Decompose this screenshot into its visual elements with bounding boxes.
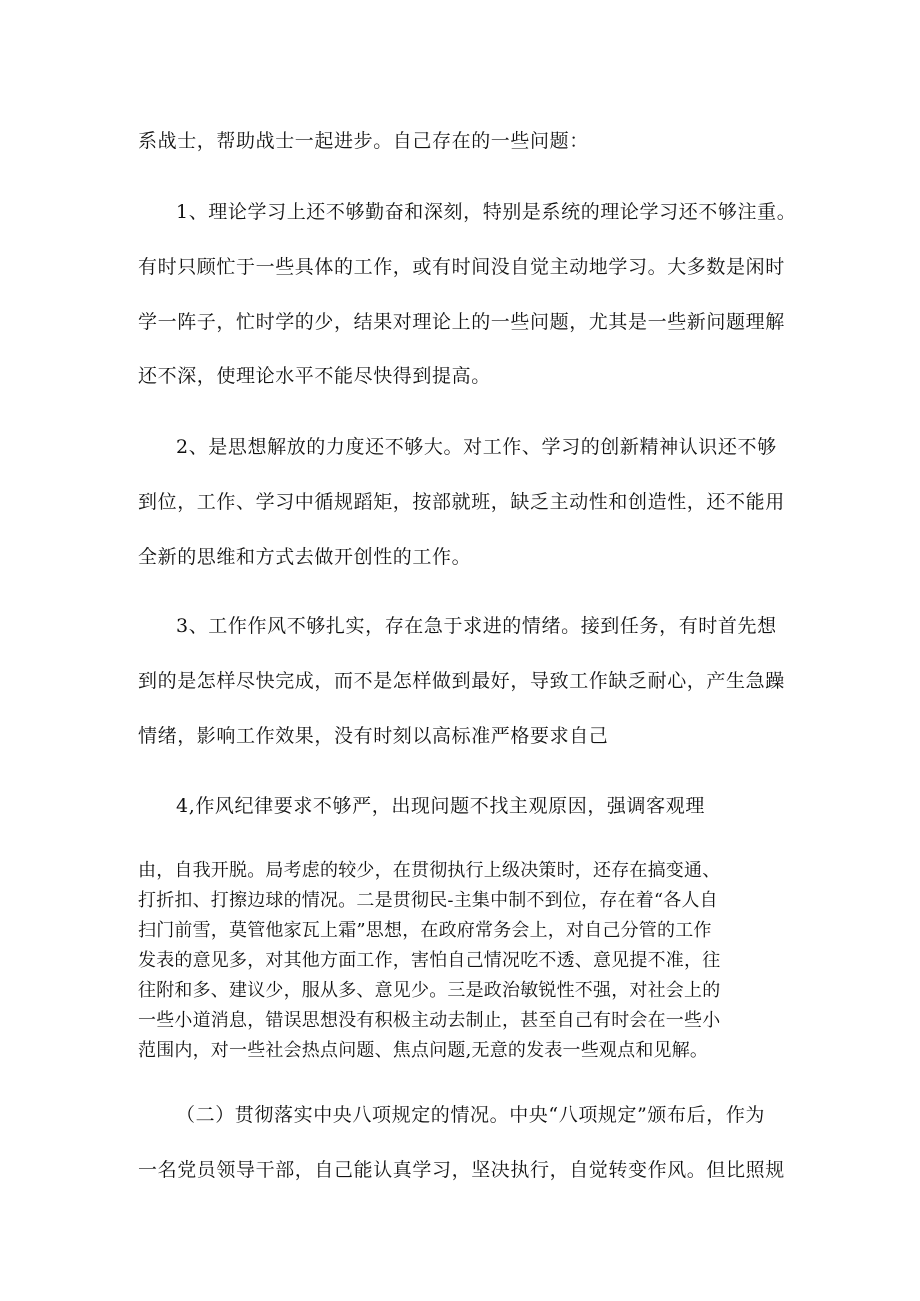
text-line: 还不深，使理论水平不能尽快得到提高。 — [138, 365, 491, 387]
text-line: 往附和多、建议少，服从多、意见少。三是政治敏锐性不强，对社会上的 — [138, 980, 721, 1001]
text-line: 扫门前雪，莫管他家瓦上霜”思想，在政府常务会上，对自己分管的工作 — [138, 920, 712, 941]
text-line: 打折扣、打擦边球的情况。二是贯彻民-主集中制不到位，存在着“各人自 — [138, 890, 718, 911]
text-line: 2、是思想解放的力度还不够大。对工作、学习的创新精神认识还不够 — [176, 436, 777, 458]
text-line: 情绪，影响工作效果，没有时刻以高标准严格要求自己 — [138, 725, 609, 747]
text-line: 发表的意见多，对其他方面工作，害怕自己情况吃不透、意见提不准，往 — [138, 950, 721, 971]
text-line: 系战士，帮助战士一起进步。自己存在的一些问题： — [138, 130, 589, 152]
text-line: （二）贯彻落实中央八项规定的情况。中央“八项规定”颁布后，作为 — [176, 1104, 766, 1126]
text-line: 由，自我开脱。局考虑的较少，在贯彻执行上级决策时，还存在搞变通、 — [138, 860, 721, 881]
text-line: 一名党员领导干部，自己能认真学习，坚决执行，自觉转变作风。但比照规 — [138, 1159, 785, 1181]
text-line: 3、工作作风不够扎实，存在急于求进的情绪。接到任务，有时首先想 — [176, 615, 777, 637]
text-line: 到位，工作、学习中循规蹈矩，按部就班，缺乏主动性和创造性，还不能用 — [138, 491, 785, 513]
text-line: 4,作风纪律要求不够严，出现问题不找主观原因，强调客观理 — [176, 795, 705, 817]
text-line: 全新的思维和方式去做开创性的工作。 — [138, 546, 472, 568]
text-line: 到的是怎样尽快完成，而不是怎样做到最好，导致工作缺乏耐心，产生急躁 — [138, 670, 785, 692]
text-line: 1、理论学习上还不够勤奋和深刻，特别是系统的理论学习还不够注重。 — [176, 201, 797, 223]
text-line: 学一阵子，忙时学的少，结果对理论上的一些问题，尤其是一些新问题理解 — [138, 311, 785, 333]
text-line: 一些小道消息，错误思想没有积极主动去制止，甚至自己有时会在一些小 — [138, 1010, 721, 1031]
text-line: 范围内，对一些社会热点问题、焦点问题,无意的发表一些观点和见解。 — [138, 1040, 709, 1061]
text-line: 有时只顾忙于一些具体的工作，或有时间没自觉主动地学习。大多数是闲时 — [138, 256, 785, 278]
